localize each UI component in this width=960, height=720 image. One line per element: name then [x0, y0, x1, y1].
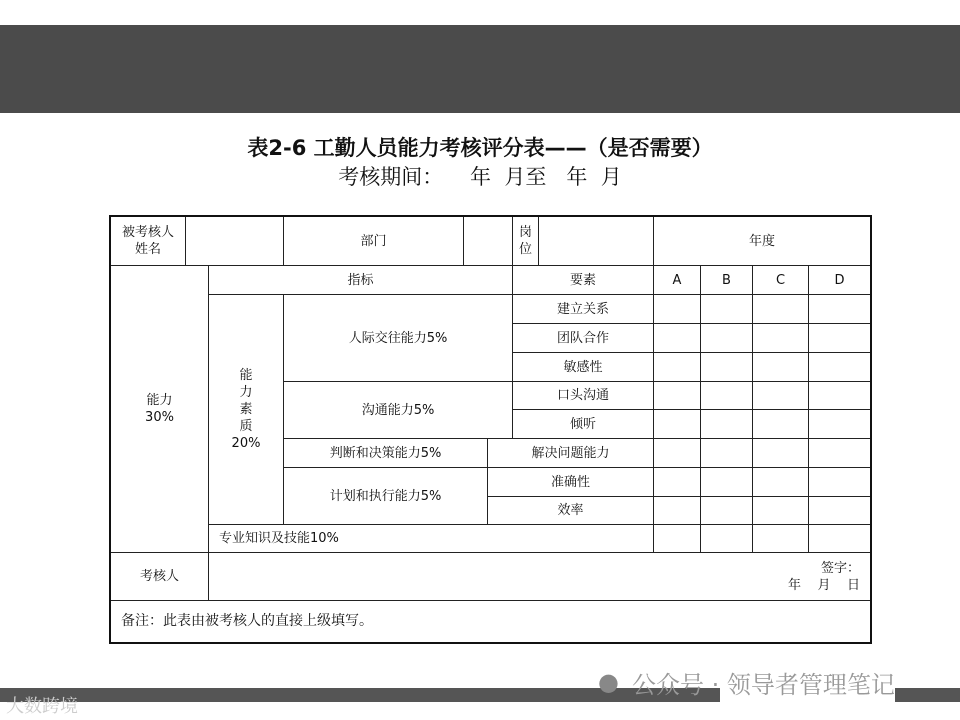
- score-cell[interactable]: [700, 467, 753, 497]
- score-cell[interactable]: [808, 409, 871, 439]
- quality-label: 能 力 素 质 20%: [208, 294, 284, 525]
- brand-watermark: 大数跨境: [6, 696, 78, 717]
- score-cell[interactable]: [752, 323, 809, 353]
- score-cell[interactable]: [808, 467, 871, 497]
- score-cell[interactable]: [700, 294, 753, 324]
- post-label: 岗位: [512, 216, 539, 266]
- grade-header-D: D: [808, 265, 871, 295]
- score-cell[interactable]: [653, 467, 701, 497]
- score-cell[interactable]: [752, 496, 809, 525]
- name-label: 被考核人姓名: [110, 216, 186, 266]
- indicator-judgment: 判断和决策能力5%: [283, 438, 488, 468]
- note-text: 备注：此表由被考核人的直接上级填写。: [110, 600, 871, 643]
- element-cell: 倾听: [512, 409, 654, 439]
- score-cell[interactable]: [752, 294, 809, 324]
- score-cell[interactable]: [653, 323, 701, 353]
- element-cell: 建立关系: [512, 294, 654, 324]
- top-banner: [0, 25, 960, 113]
- score-cell[interactable]: [808, 323, 871, 353]
- element-cell: 效率: [487, 496, 654, 525]
- grade-header-A: A: [653, 265, 701, 295]
- score-cell[interactable]: [808, 438, 871, 468]
- indicator-planning: 计划和执行能力5%: [283, 467, 488, 525]
- score-cell[interactable]: [752, 409, 809, 439]
- post-field[interactable]: [538, 216, 654, 266]
- element-cell: 解决问题能力: [487, 438, 654, 468]
- score-cell[interactable]: [752, 524, 809, 553]
- period-line: 考核期间： 年 月至 年 月: [338, 165, 622, 189]
- score-cell[interactable]: [808, 524, 871, 553]
- element-header: 要素: [512, 265, 654, 295]
- score-cell[interactable]: [653, 381, 701, 410]
- knowledge-label: 专业知识及技能10%: [208, 524, 654, 553]
- element-cell: 敏感性: [512, 352, 654, 382]
- score-cell[interactable]: [700, 524, 753, 553]
- bottom-bar-right: [895, 688, 960, 702]
- signature-field[interactable]: [208, 552, 871, 601]
- element-cell: 口头沟通: [512, 381, 654, 410]
- score-cell[interactable]: [808, 496, 871, 525]
- ability-label: 能力 30%: [110, 265, 209, 553]
- element-cell: 团队合作: [512, 323, 654, 353]
- name-field[interactable]: [185, 216, 284, 266]
- score-cell[interactable]: [808, 294, 871, 324]
- element-cell: 准确性: [487, 467, 654, 497]
- score-cell[interactable]: [653, 294, 701, 324]
- score-cell[interactable]: [700, 381, 753, 410]
- score-cell[interactable]: [700, 409, 753, 439]
- score-cell[interactable]: [752, 352, 809, 382]
- year-label: 年度: [653, 216, 871, 266]
- score-cell[interactable]: [808, 381, 871, 410]
- score-cell[interactable]: [653, 438, 701, 468]
- score-cell[interactable]: [752, 381, 809, 410]
- grade-header-B: B: [700, 265, 753, 295]
- score-cell[interactable]: [808, 352, 871, 382]
- score-cell[interactable]: [752, 467, 809, 497]
- score-cell[interactable]: [653, 352, 701, 382]
- indicator-communication: 沟通能力5%: [283, 381, 513, 439]
- score-cell[interactable]: [700, 496, 753, 525]
- dept-label: 部门: [283, 216, 464, 266]
- wechat-icon: ●: [598, 668, 619, 696]
- dept-field[interactable]: [463, 216, 513, 266]
- sign-label: 签字：: [820, 560, 860, 576]
- indicator-header: 指标: [208, 265, 513, 295]
- score-cell[interactable]: [700, 323, 753, 353]
- page-title: 表2-6 工勤人员能力考核评分表——（是否需要）: [247, 136, 713, 160]
- score-cell[interactable]: [700, 438, 753, 468]
- score-cell[interactable]: [653, 496, 701, 525]
- reviewer-label: 考核人: [110, 552, 209, 601]
- score-cell[interactable]: [653, 409, 701, 439]
- score-cell[interactable]: [700, 352, 753, 382]
- score-cell[interactable]: [653, 524, 701, 553]
- indicator-interpersonal: 人际交往能力5%: [283, 294, 513, 382]
- score-cell[interactable]: [752, 438, 809, 468]
- wechat-watermark: 公众号 · 领导者管理笔记: [632, 671, 895, 699]
- grade-header-C: C: [752, 265, 809, 295]
- date-label: 年 月 日: [787, 577, 860, 593]
